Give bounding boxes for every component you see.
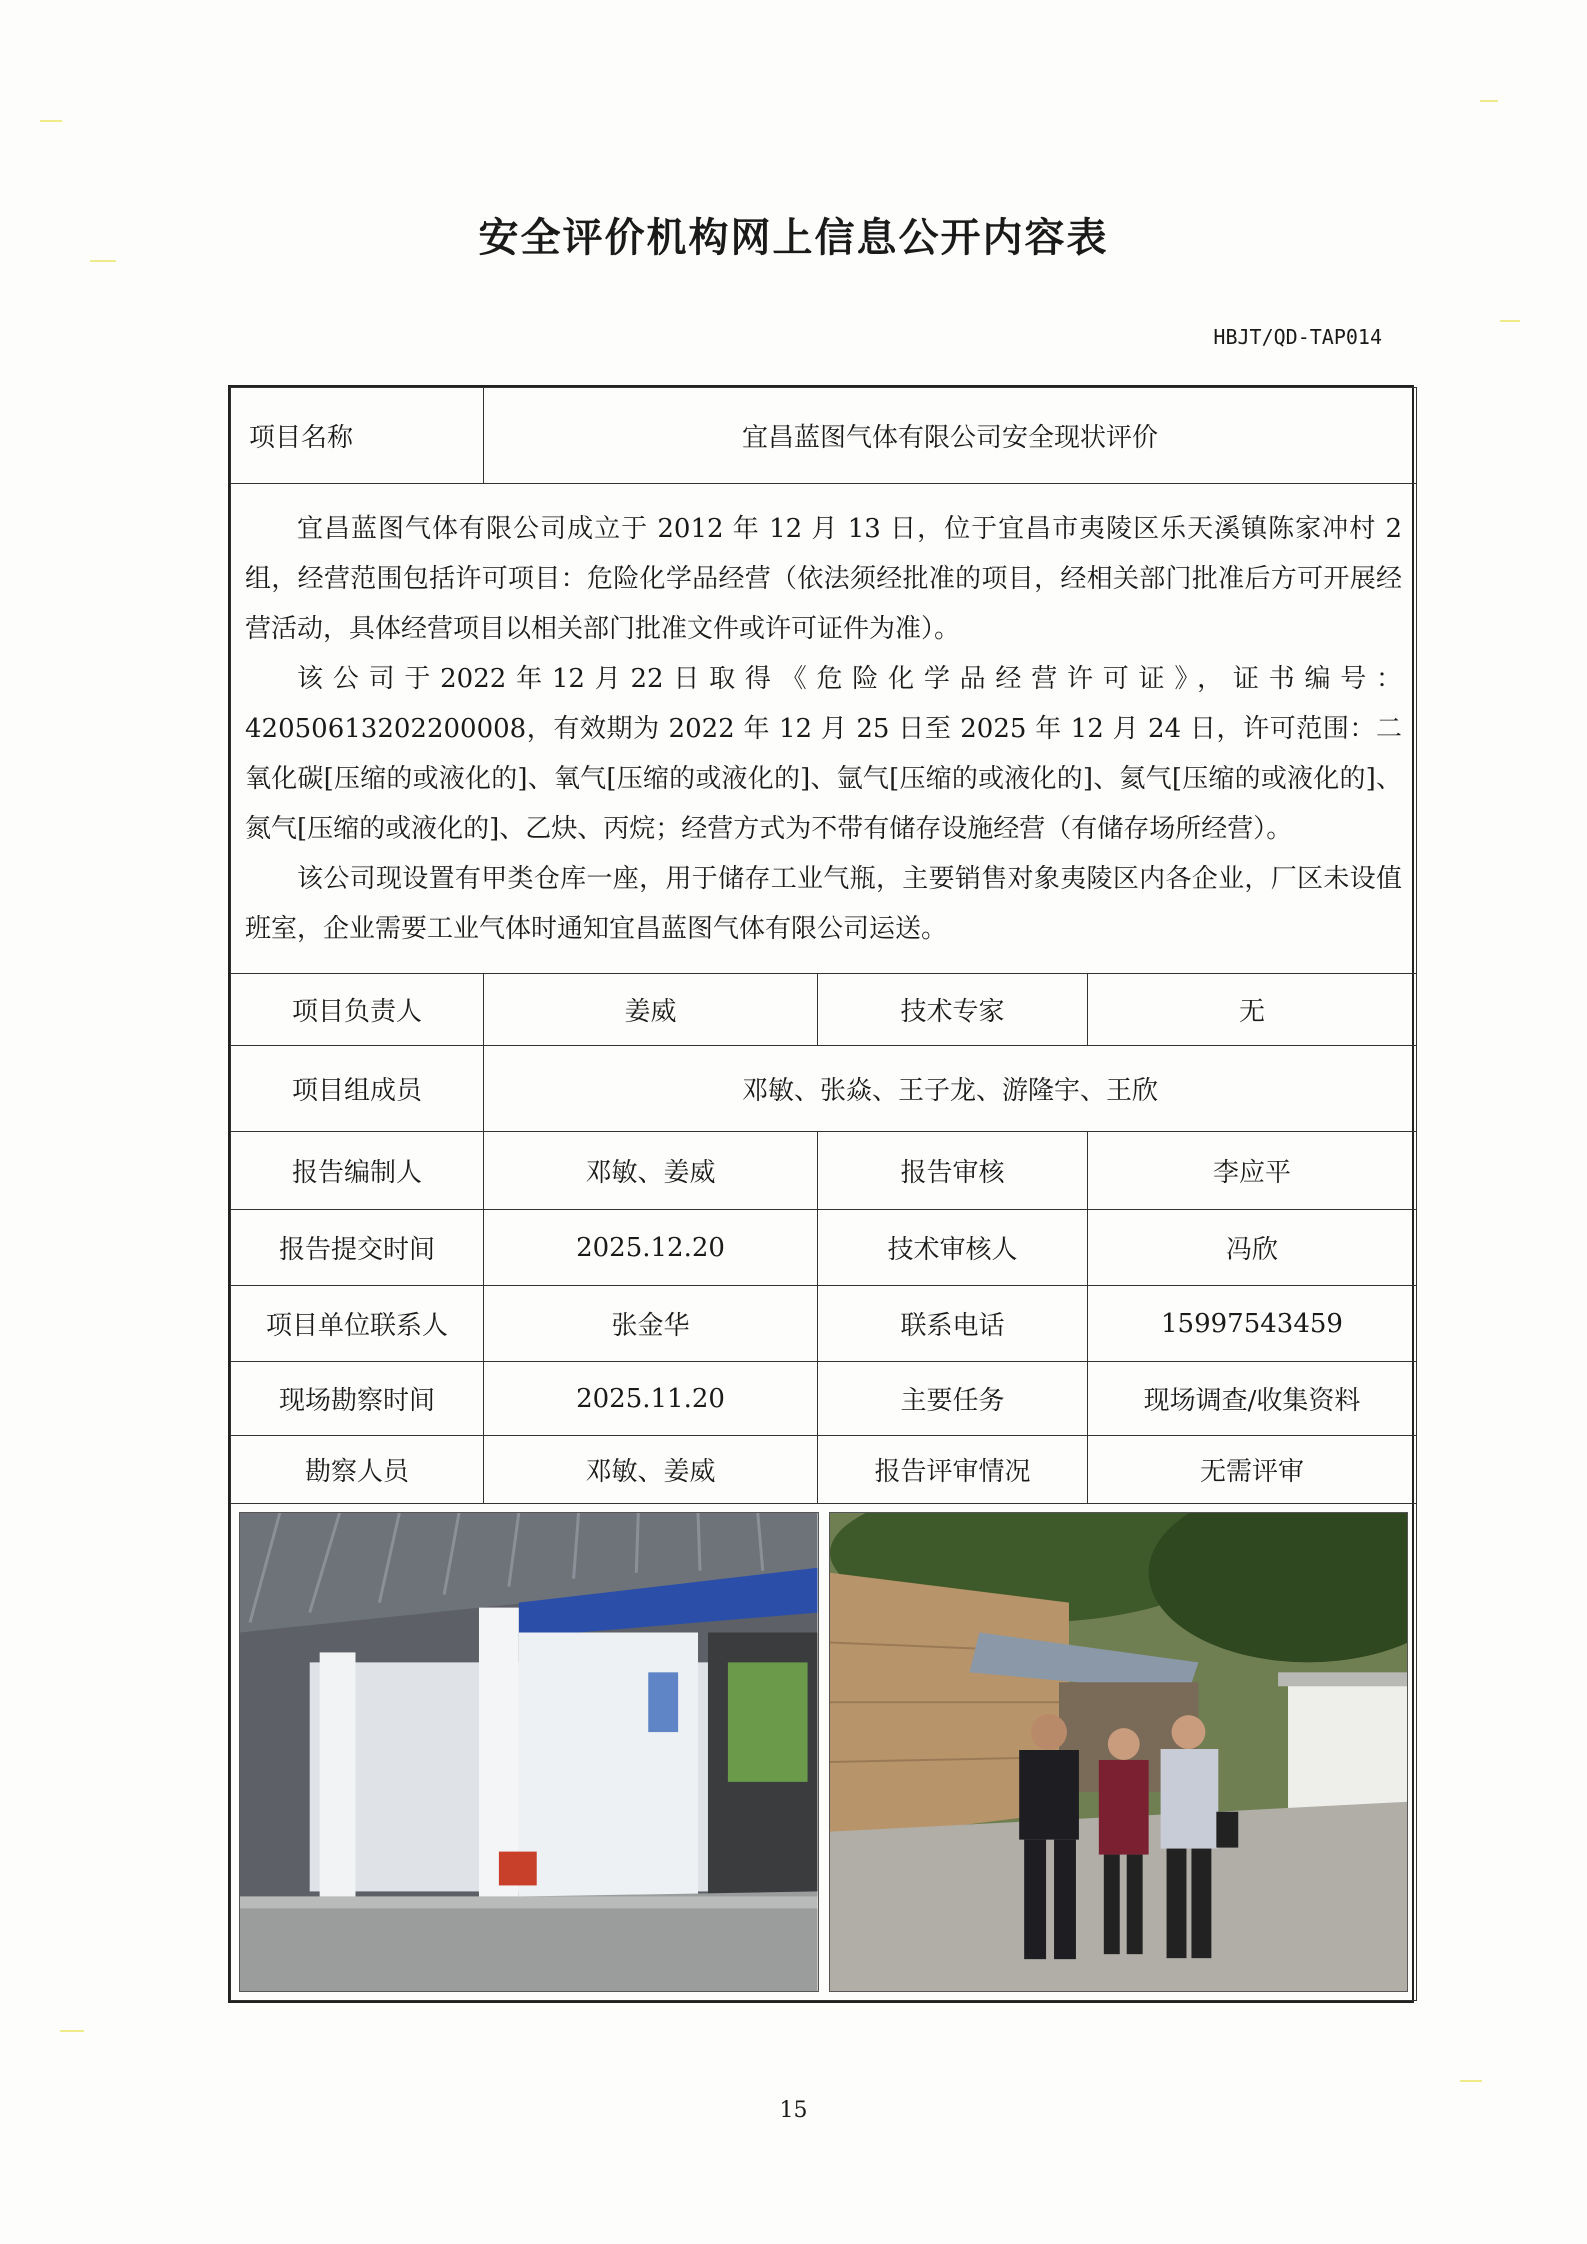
- leader-label: 项目负责人: [231, 974, 484, 1046]
- phone-label: 联系电话: [818, 1286, 1088, 1362]
- compiler-value: 邓敏、姜威: [484, 1132, 818, 1210]
- leader-value: 姜威: [484, 974, 818, 1046]
- table-row: [231, 484, 1417, 974]
- table-row: [231, 974, 1417, 1046]
- task-value: 现场调查/收集资料: [1088, 1362, 1417, 1436]
- evaluation-label: 报告评审情况: [818, 1436, 1088, 1504]
- project-description: [231, 484, 1417, 974]
- scan-speck: [1500, 320, 1520, 322]
- document-code: HBJT/QD-TAP014: [1213, 325, 1382, 349]
- table-row: [231, 1504, 1417, 2001]
- table-row: [231, 1436, 1417, 1504]
- scan-speck: [1460, 2080, 1482, 2082]
- surveyors-label: 勘察人员: [231, 1436, 484, 1504]
- photos-row: [231, 1504, 1417, 2001]
- project-name-label: 项目名称: [231, 388, 484, 484]
- phone-value: 15997543459: [1088, 1286, 1417, 1362]
- description-paragraph: 该公司于2022年12月22日取得《危险化学品经营许可证》，证书编号：42050613202200008，有效期为 2022 年 12 月 25 日至 2025 年 12 月 24 日，许可范围：二氧化碳[压缩的或液化的]、氧气[压缩的或液化的]、氩气[压缩的或液化的]、氦气[压缩的或液化的]、氮气[压缩的或液化的]、乙炔、丙烷；经营方式为不带有储存设施经营（有储存场所经营）。: [245, 663, 1403, 844]
- compiler-label: 报告编制人: [231, 1132, 484, 1210]
- task-label: 主要任务: [818, 1362, 1088, 1436]
- evaluation-value: 无需评审: [1088, 1436, 1417, 1504]
- expert-value: 无: [1088, 974, 1417, 1046]
- warehouse-photo: [239, 1512, 819, 1992]
- submit-time-label: 报告提交时间: [231, 1210, 484, 1286]
- table-row: [231, 1132, 1417, 1210]
- review-value: 李应平: [1088, 1132, 1417, 1210]
- info-table: [228, 385, 1414, 2003]
- review-label: 报告审核: [818, 1132, 1088, 1210]
- table-row: [231, 388, 1417, 484]
- site-survey-photo-image: [830, 1513, 1408, 1991]
- table-row: [231, 1046, 1417, 1132]
- table-row: [231, 1286, 1417, 1362]
- submit-time-value: 2025.12.20: [484, 1210, 818, 1286]
- scan-speck: [60, 2030, 84, 2032]
- members-label: 项目组成员: [231, 1046, 484, 1132]
- contact-label: 项目单位联系人: [231, 1286, 484, 1362]
- project-name: 宜昌蓝图气体有限公司安全现状评价: [484, 388, 1417, 484]
- description-paragraph: 宜昌蓝图气体有限公司成立于 2012 年 12 月 13 日，位于宜昌市夷陵区乐天溪镇陈家冲村 2 组，经营范围包括许可项目：危险化学品经营（依法须经批准的项目，经相关部门批准后方可开展经营活动，具体经营项目以相关部门批准文件或许可证件为准）。: [245, 513, 1403, 644]
- tech-reviewer-value: 冯欣: [1088, 1210, 1417, 1286]
- warehouse-photo-image: [240, 1513, 818, 1991]
- contact-value: 张金华: [484, 1286, 818, 1362]
- table-row: [231, 1362, 1417, 1436]
- scan-speck: [40, 120, 62, 122]
- tech-reviewer-label: 技术审核人: [818, 1210, 1088, 1286]
- survey-time-value: 2025.11.20: [484, 1362, 818, 1436]
- table-row: [231, 1210, 1417, 1286]
- description-paragraph: 该公司现设置有甲类仓库一座，用于储存工业气瓶，主要销售对象夷陵区内各企业，厂区未设值班室，企业需要工业气体时通知宜昌蓝图气体有限公司运送。: [245, 863, 1403, 944]
- scan-speck: [1480, 100, 1498, 102]
- surveyors-value: 邓敏、姜威: [484, 1436, 818, 1504]
- survey-time-label: 现场勘察时间: [231, 1362, 484, 1436]
- members-value: 邓敏、张焱、王子龙、游隆宇、王欣: [484, 1046, 1417, 1132]
- page-number: 15: [779, 2098, 808, 2123]
- site-survey-photo: [829, 1512, 1409, 1992]
- page-title: 安全评价机构网上信息公开内容表: [478, 214, 1109, 261]
- expert-label: 技术专家: [818, 974, 1088, 1046]
